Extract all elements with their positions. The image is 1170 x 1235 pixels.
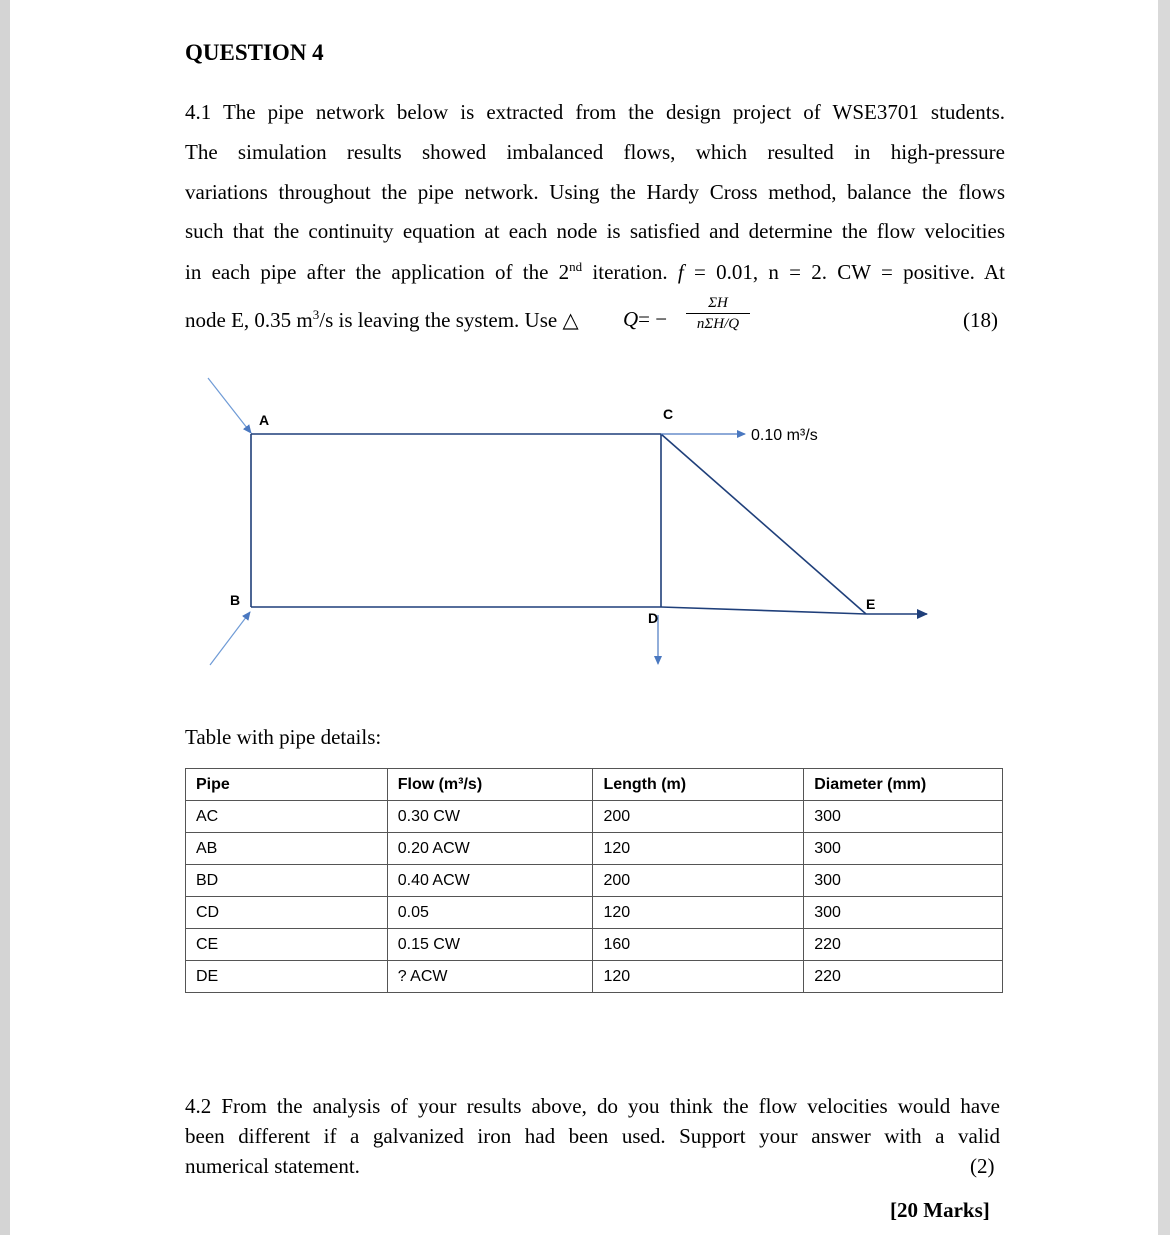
header-length: Length (m) [593, 769, 804, 801]
pipe-de [661, 607, 866, 614]
formula-lhs: Q= − [623, 307, 668, 331]
cell-pipe: CD [186, 897, 388, 929]
cell-flow: 0.05 [387, 897, 593, 929]
q42-marks: (2) [970, 1154, 995, 1178]
node-label-d: D [648, 610, 659, 626]
cell-diameter: 220 [804, 929, 1003, 961]
total-marks: [20 Marks] [890, 1198, 990, 1222]
question-line-6: node E, 0.35 $m^3/s$ is leaving the system. Use △ [185, 307, 579, 332]
inflow-arrow-a [208, 378, 251, 433]
node-label-e: E [866, 596, 876, 612]
pipe-details-table [185, 768, 1003, 993]
outflow-label-c: 0.10 m³/s [751, 427, 818, 444]
cell-diameter: 300 [804, 865, 1003, 897]
question-line-5: in each pipe after the application of the 2nd iteration. f = 0.01, n = 2. CW = positive. At [185, 259, 1005, 284]
cell-flow: 0.40 ACW [387, 865, 593, 897]
inflow-arrow-b [210, 612, 250, 665]
node-label-b: B [230, 592, 241, 608]
q42-line-2: been different if a galvanized iron had been used. Support your answer with a valid [185, 1124, 1000, 1148]
cell-diameter: 220 [804, 961, 1003, 993]
question-line-1: 4.1 The pipe network below is extracted from the design project of WSE3701 students. [185, 100, 1005, 124]
header-diameter: Diameter (mm) [804, 769, 1003, 801]
cell-length: 160 [593, 929, 804, 961]
table-row [186, 961, 1003, 993]
cell-pipe: AC [186, 801, 388, 833]
table-caption: Table with pipe details: [185, 725, 382, 749]
cell-diameter: 300 [804, 897, 1003, 929]
cell-flow: ? ACW [387, 961, 593, 993]
pipe-ce [661, 434, 866, 614]
cell-pipe: AB [186, 833, 388, 865]
question-line-2: The simulation results showed imbalanced flows, which resulted in high-pressure [185, 140, 1005, 164]
cell-flow: 0.20 ACW [387, 833, 593, 865]
table-row [186, 897, 1003, 929]
node-label-a: A [259, 412, 270, 428]
q42-line-3: numerical statement. [185, 1154, 360, 1178]
header-pipe: Pipe [186, 769, 388, 801]
table-row [186, 865, 1003, 897]
cell-length: 120 [593, 833, 804, 865]
cell-length: 200 [593, 801, 804, 833]
question-line-4: such that the continuity equation at each node is satisfied and determine the flow velocities [185, 219, 1005, 243]
question-heading: QUESTION 4 [185, 40, 324, 65]
cell-length: 120 [593, 961, 804, 993]
cell-pipe: BD [186, 865, 388, 897]
formula-denominator: nΣH/Q [696, 316, 740, 332]
table-row [186, 929, 1003, 961]
cell-flow: 0.15 CW [387, 929, 593, 961]
q42-line-1: 4.2 From the analysis of your results above, do you think the flow velocities would have [185, 1094, 1000, 1118]
cell-flow: 0.30 CW [387, 801, 593, 833]
table-header-row [186, 769, 1003, 801]
cell-pipe: DE [186, 961, 388, 993]
table-row [186, 833, 1003, 865]
question-marks: (18) [963, 308, 998, 332]
question-line-3: variations throughout the pipe network. Using the Hardy Cross method, balance the flows [185, 180, 1005, 204]
cell-diameter: 300 [804, 833, 1003, 865]
cell-pipe: CE [186, 929, 388, 961]
cell-length: 120 [593, 897, 804, 929]
header-flow: Flow (m³/s) [387, 769, 593, 801]
formula-numerator: ΣH [686, 295, 750, 314]
cell-diameter: 300 [804, 801, 1003, 833]
cell-length: 200 [593, 865, 804, 897]
node-label-c: C [663, 406, 674, 422]
table-row [186, 801, 1003, 833]
